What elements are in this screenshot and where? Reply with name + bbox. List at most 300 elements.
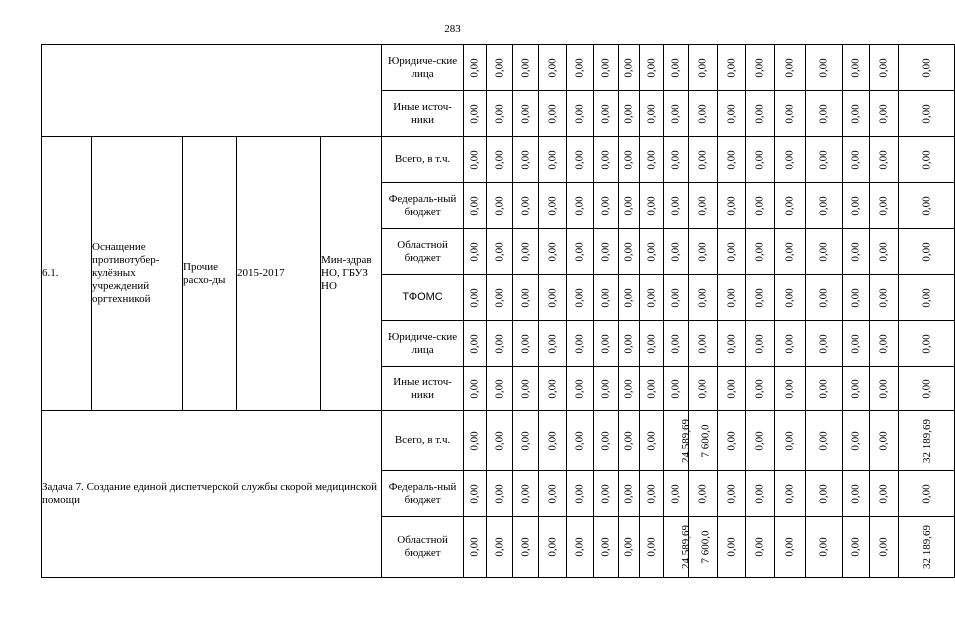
value-text: 0,00 bbox=[645, 241, 658, 262]
value-cell bbox=[464, 183, 487, 229]
value-text: 0,00 bbox=[600, 333, 613, 354]
value-cell bbox=[594, 183, 619, 229]
value-cell bbox=[539, 517, 567, 578]
value-text: 7 600,0 bbox=[699, 424, 712, 457]
value-text: 0,00 bbox=[697, 103, 710, 124]
value-text: 0,00 bbox=[574, 537, 587, 557]
value-cell bbox=[843, 321, 870, 367]
value-text: 0,00 bbox=[725, 287, 738, 308]
value-cell bbox=[567, 45, 594, 91]
value-cell bbox=[689, 45, 718, 91]
value-cell bbox=[619, 137, 640, 183]
value-text: 32 189,69 bbox=[920, 418, 933, 463]
value-text: 0,00 bbox=[600, 378, 613, 399]
value-cell bbox=[870, 321, 899, 367]
value-text: 0,00 bbox=[645, 103, 658, 124]
value-cell bbox=[594, 517, 619, 578]
value-cell bbox=[806, 275, 843, 321]
value-cell bbox=[619, 183, 640, 229]
value-cell bbox=[539, 411, 567, 471]
value-text: 0,00 bbox=[725, 537, 738, 557]
value-text: 0,00 bbox=[670, 149, 683, 170]
value-text: 0,00 bbox=[546, 333, 559, 354]
value-text: 0,00 bbox=[878, 57, 891, 78]
value-text: 0,00 bbox=[878, 537, 891, 557]
value-text: 0,00 bbox=[670, 103, 683, 124]
value-cell bbox=[746, 183, 775, 229]
value-text: 0,00 bbox=[878, 430, 891, 451]
value-text: 0,00 bbox=[754, 103, 767, 124]
value-text: 0,00 bbox=[623, 149, 636, 170]
item-executor: Мин-здрав НО, ГБУЗ НО bbox=[321, 137, 382, 411]
value-text: 0,00 bbox=[697, 149, 710, 170]
value-cell bbox=[539, 45, 567, 91]
value-cell bbox=[640, 411, 664, 471]
value-cell bbox=[899, 275, 955, 321]
value-text: 0,00 bbox=[574, 287, 587, 308]
value-cell bbox=[594, 411, 619, 471]
value-cell bbox=[806, 517, 843, 578]
value-text: 0,00 bbox=[546, 287, 559, 308]
value-cell bbox=[487, 183, 513, 229]
value-cell bbox=[619, 229, 640, 275]
value-text: 0,00 bbox=[469, 333, 482, 354]
value-cell bbox=[870, 45, 899, 91]
value-cell bbox=[640, 229, 664, 275]
value-cell bbox=[718, 45, 746, 91]
value-text: 0,00 bbox=[754, 430, 767, 451]
value-text: 0,00 bbox=[878, 287, 891, 308]
value-cell bbox=[775, 471, 806, 517]
value-cell bbox=[870, 411, 899, 471]
item-type: Прочие расхо-ды bbox=[183, 137, 237, 411]
value-text: 0,00 bbox=[623, 103, 636, 124]
value-cell bbox=[775, 229, 806, 275]
value-cell bbox=[619, 367, 640, 411]
value-text: 0,00 bbox=[600, 241, 613, 262]
value-text: 0,00 bbox=[574, 483, 587, 504]
value-text: 0,00 bbox=[493, 287, 506, 308]
value-text: 0,00 bbox=[920, 57, 933, 78]
value-text: 0,00 bbox=[645, 537, 658, 557]
value-cell bbox=[843, 367, 870, 411]
value-text: 0,00 bbox=[546, 430, 559, 451]
value-text: 0,00 bbox=[878, 103, 891, 124]
value-cell bbox=[567, 137, 594, 183]
value-text: 0,00 bbox=[818, 103, 831, 124]
value-text: 0,00 bbox=[493, 103, 506, 124]
value-cell bbox=[594, 275, 619, 321]
value-text: 0,00 bbox=[850, 430, 863, 451]
value-cell bbox=[619, 471, 640, 517]
value-cell bbox=[664, 367, 689, 411]
value-text: 0,00 bbox=[493, 57, 506, 78]
item-name: Оснащение противотубер-кулёзных учреждений оргтехникой bbox=[92, 137, 183, 411]
value-cell bbox=[843, 183, 870, 229]
value-text: 0,00 bbox=[754, 287, 767, 308]
value-text: 0,00 bbox=[920, 483, 933, 504]
value-cell bbox=[513, 471, 539, 517]
value-cell bbox=[843, 137, 870, 183]
value-cell bbox=[746, 367, 775, 411]
value-cell bbox=[619, 321, 640, 367]
value-text: 0,00 bbox=[623, 287, 636, 308]
continued-item-cell bbox=[42, 45, 382, 137]
value-cell bbox=[870, 229, 899, 275]
value-cell bbox=[664, 137, 689, 183]
value-cell bbox=[640, 137, 664, 183]
value-text: 0,00 bbox=[546, 483, 559, 504]
value-text: 0,00 bbox=[574, 103, 587, 124]
value-cell bbox=[718, 91, 746, 137]
value-text: 0,00 bbox=[670, 241, 683, 262]
value-text: 0,00 bbox=[574, 241, 587, 262]
value-cell bbox=[487, 367, 513, 411]
value-cell bbox=[539, 137, 567, 183]
value-text: 0,00 bbox=[850, 103, 863, 124]
value-cell bbox=[513, 45, 539, 91]
value-text: 0,00 bbox=[920, 103, 933, 124]
value-text: 0,00 bbox=[519, 378, 532, 399]
value-cell bbox=[594, 137, 619, 183]
value-cell bbox=[640, 183, 664, 229]
value-cell bbox=[464, 517, 487, 578]
value-cell bbox=[899, 411, 955, 471]
value-text: 0,00 bbox=[519, 333, 532, 354]
value-text: 0,00 bbox=[670, 378, 683, 399]
value-text: 0,00 bbox=[784, 378, 797, 399]
value-cell bbox=[746, 411, 775, 471]
value-cell bbox=[567, 229, 594, 275]
source-label: Областной бюджет bbox=[382, 517, 464, 578]
value-cell bbox=[594, 91, 619, 137]
source-label: Всего, в т.ч. bbox=[382, 411, 464, 471]
value-text: 0,00 bbox=[623, 430, 636, 451]
value-text: 0,00 bbox=[670, 287, 683, 308]
value-cell bbox=[513, 367, 539, 411]
value-cell bbox=[513, 275, 539, 321]
value-text: 0,00 bbox=[623, 378, 636, 399]
item-number: 6.1. bbox=[42, 137, 92, 411]
value-text: 0,00 bbox=[878, 241, 891, 262]
page-number: 283 bbox=[444, 23, 461, 35]
value-cell bbox=[689, 229, 718, 275]
value-text: 0,00 bbox=[600, 149, 613, 170]
value-cell bbox=[689, 91, 718, 137]
value-text: 0,00 bbox=[818, 195, 831, 216]
value-text: 0,00 bbox=[818, 537, 831, 557]
value-cell bbox=[899, 367, 955, 411]
value-cell bbox=[464, 411, 487, 471]
value-text: 0,00 bbox=[600, 57, 613, 78]
value-text: 0,00 bbox=[645, 57, 658, 78]
value-text: 0,00 bbox=[920, 287, 933, 308]
table-row bbox=[42, 411, 955, 471]
value-text: 0,00 bbox=[600, 537, 613, 557]
value-text: 0,00 bbox=[600, 483, 613, 504]
value-cell bbox=[843, 45, 870, 91]
value-cell bbox=[843, 471, 870, 517]
source-label: Иные источ-ники bbox=[382, 367, 464, 411]
value-cell bbox=[718, 411, 746, 471]
value-text: 24 589,69 bbox=[680, 525, 693, 569]
value-cell bbox=[487, 229, 513, 275]
value-cell bbox=[539, 367, 567, 411]
value-cell bbox=[464, 229, 487, 275]
value-text: 0,00 bbox=[784, 483, 797, 504]
value-cell bbox=[899, 45, 955, 91]
value-text: 0,00 bbox=[725, 195, 738, 216]
value-text: 0,00 bbox=[519, 195, 532, 216]
value-cell bbox=[567, 275, 594, 321]
value-text: 0,00 bbox=[818, 483, 831, 504]
value-cell bbox=[806, 229, 843, 275]
value-text: 0,00 bbox=[725, 149, 738, 170]
item-period: 2015-2017 bbox=[237, 137, 321, 411]
value-text: 0,00 bbox=[697, 241, 710, 262]
value-cell bbox=[513, 411, 539, 471]
value-text: 0,00 bbox=[519, 241, 532, 262]
value-cell bbox=[689, 137, 718, 183]
value-text: 0,00 bbox=[850, 287, 863, 308]
value-cell bbox=[806, 91, 843, 137]
value-cell bbox=[775, 411, 806, 471]
value-cell bbox=[567, 517, 594, 578]
value-cell bbox=[870, 275, 899, 321]
value-cell bbox=[870, 137, 899, 183]
value-text: 0,00 bbox=[697, 195, 710, 216]
value-text: 0,00 bbox=[645, 195, 658, 216]
value-cell bbox=[594, 471, 619, 517]
value-text: 0,00 bbox=[725, 103, 738, 124]
value-cell bbox=[689, 275, 718, 321]
value-text: 0,00 bbox=[600, 103, 613, 124]
value-cell bbox=[664, 91, 689, 137]
value-text: 0,00 bbox=[878, 149, 891, 170]
value-text: 0,00 bbox=[754, 483, 767, 504]
value-text: 0,00 bbox=[645, 149, 658, 170]
value-text: 0,00 bbox=[519, 483, 532, 504]
value-text: 0,00 bbox=[818, 287, 831, 308]
value-text: 0,00 bbox=[784, 103, 797, 124]
value-text: 0,00 bbox=[469, 430, 482, 451]
value-cell bbox=[843, 517, 870, 578]
value-cell bbox=[487, 321, 513, 367]
value-cell bbox=[664, 183, 689, 229]
value-text: 0,00 bbox=[546, 241, 559, 262]
value-cell bbox=[594, 45, 619, 91]
value-text: 0,00 bbox=[818, 57, 831, 78]
value-text: 0,00 bbox=[493, 195, 506, 216]
value-text: 0,00 bbox=[725, 483, 738, 504]
value-cell bbox=[775, 183, 806, 229]
value-text: 0,00 bbox=[493, 333, 506, 354]
value-cell bbox=[594, 321, 619, 367]
value-text: 0,00 bbox=[754, 57, 767, 78]
value-cell bbox=[746, 137, 775, 183]
value-cell bbox=[640, 367, 664, 411]
value-cell bbox=[775, 321, 806, 367]
value-text: 0,00 bbox=[878, 483, 891, 504]
value-cell bbox=[689, 471, 718, 517]
value-text: 0,00 bbox=[725, 333, 738, 354]
value-cell bbox=[487, 471, 513, 517]
value-cell bbox=[899, 183, 955, 229]
value-text: 0,00 bbox=[850, 149, 863, 170]
value-text: 0,00 bbox=[645, 287, 658, 308]
value-text: 0,00 bbox=[623, 483, 636, 504]
source-label: ТФОМС bbox=[382, 275, 464, 321]
value-cell bbox=[806, 137, 843, 183]
value-text: 0,00 bbox=[546, 103, 559, 124]
value-text: 0,00 bbox=[920, 195, 933, 216]
value-cell bbox=[594, 229, 619, 275]
value-cell bbox=[487, 137, 513, 183]
value-cell bbox=[619, 411, 640, 471]
value-cell bbox=[539, 91, 567, 137]
value-text: 0,00 bbox=[697, 57, 710, 78]
value-text: 0,00 bbox=[818, 378, 831, 399]
value-cell bbox=[746, 91, 775, 137]
value-text: 0,00 bbox=[645, 333, 658, 354]
value-cell bbox=[539, 321, 567, 367]
value-cell bbox=[806, 471, 843, 517]
value-cell bbox=[718, 367, 746, 411]
value-text: 0,00 bbox=[754, 149, 767, 170]
value-cell bbox=[899, 91, 955, 137]
budget-table bbox=[41, 44, 955, 578]
value-text: 0,00 bbox=[645, 378, 658, 399]
source-label: Федераль-ный бюджет bbox=[382, 183, 464, 229]
value-cell bbox=[539, 275, 567, 321]
value-cell bbox=[806, 45, 843, 91]
value-text: 0,00 bbox=[754, 537, 767, 557]
value-cell bbox=[464, 275, 487, 321]
value-text: 0,00 bbox=[725, 378, 738, 399]
value-cell bbox=[464, 321, 487, 367]
value-cell bbox=[718, 229, 746, 275]
value-cell bbox=[870, 91, 899, 137]
value-text: 0,00 bbox=[920, 378, 933, 399]
value-text: 0,00 bbox=[574, 195, 587, 216]
value-cell bbox=[718, 137, 746, 183]
value-cell bbox=[619, 275, 640, 321]
value-cell bbox=[487, 45, 513, 91]
value-cell bbox=[619, 517, 640, 578]
value-cell bbox=[806, 183, 843, 229]
value-text: 0,00 bbox=[574, 378, 587, 399]
value-cell bbox=[664, 45, 689, 91]
value-cell bbox=[718, 517, 746, 578]
value-cell bbox=[487, 275, 513, 321]
value-cell bbox=[689, 411, 718, 471]
value-text: 0,00 bbox=[519, 57, 532, 78]
value-cell bbox=[899, 321, 955, 367]
value-cell bbox=[539, 183, 567, 229]
value-cell bbox=[640, 517, 664, 578]
value-text: 0,00 bbox=[645, 483, 658, 504]
value-text: 0,00 bbox=[697, 287, 710, 308]
value-cell bbox=[464, 367, 487, 411]
value-text: 0,00 bbox=[623, 333, 636, 354]
value-cell bbox=[640, 45, 664, 91]
value-cell bbox=[899, 229, 955, 275]
value-text: 0,00 bbox=[920, 241, 933, 262]
value-text: 24 589,69 bbox=[680, 418, 693, 463]
value-cell bbox=[640, 275, 664, 321]
value-text: 0,00 bbox=[493, 430, 506, 451]
value-text: 0,00 bbox=[493, 483, 506, 504]
value-text: 0,00 bbox=[546, 378, 559, 399]
value-text: 0,00 bbox=[850, 195, 863, 216]
source-label: Всего, в т.ч. bbox=[382, 137, 464, 183]
value-cell bbox=[464, 91, 487, 137]
value-cell bbox=[464, 45, 487, 91]
value-cell bbox=[870, 471, 899, 517]
value-cell bbox=[899, 471, 955, 517]
value-text: 0,00 bbox=[670, 483, 683, 504]
value-text: 7 600,0 bbox=[699, 530, 712, 564]
value-text: 0,00 bbox=[546, 195, 559, 216]
value-cell bbox=[746, 321, 775, 367]
value-text: 0,00 bbox=[493, 241, 506, 262]
value-text: 0,00 bbox=[574, 57, 587, 78]
value-cell bbox=[843, 91, 870, 137]
value-cell bbox=[487, 91, 513, 137]
value-text: 0,00 bbox=[754, 241, 767, 262]
value-cell bbox=[539, 471, 567, 517]
value-cell bbox=[718, 275, 746, 321]
value-cell bbox=[718, 183, 746, 229]
value-cell bbox=[464, 137, 487, 183]
value-text: 0,00 bbox=[784, 537, 797, 557]
value-cell bbox=[664, 275, 689, 321]
value-cell bbox=[567, 471, 594, 517]
value-cell bbox=[746, 471, 775, 517]
value-text: 0,00 bbox=[469, 241, 482, 262]
value-text: 0,00 bbox=[850, 537, 863, 557]
value-text: 0,00 bbox=[623, 537, 636, 557]
value-cell bbox=[619, 91, 640, 137]
value-cell bbox=[567, 411, 594, 471]
value-text: 0,00 bbox=[469, 195, 482, 216]
value-text: 0,00 bbox=[469, 57, 482, 78]
value-cell bbox=[843, 411, 870, 471]
value-text: 0,00 bbox=[818, 333, 831, 354]
value-cell bbox=[899, 517, 955, 578]
value-text: 0,00 bbox=[623, 241, 636, 262]
value-text: 0,00 bbox=[850, 483, 863, 504]
value-cell bbox=[689, 367, 718, 411]
value-text: 0,00 bbox=[784, 149, 797, 170]
value-cell bbox=[664, 517, 693, 578]
value-text: 0,00 bbox=[754, 333, 767, 354]
value-cell bbox=[775, 275, 806, 321]
value-cell bbox=[775, 517, 806, 578]
source-label: Областной бюджет bbox=[382, 229, 464, 275]
value-cell bbox=[775, 367, 806, 411]
value-cell bbox=[746, 229, 775, 275]
value-cell bbox=[806, 321, 843, 367]
value-cell bbox=[775, 45, 806, 91]
value-text: 0,00 bbox=[574, 333, 587, 354]
value-text: 0,00 bbox=[574, 149, 587, 170]
value-text: 0,00 bbox=[546, 149, 559, 170]
value-cell bbox=[664, 411, 693, 471]
value-text: 0,00 bbox=[784, 333, 797, 354]
value-cell bbox=[843, 229, 870, 275]
value-cell bbox=[640, 91, 664, 137]
